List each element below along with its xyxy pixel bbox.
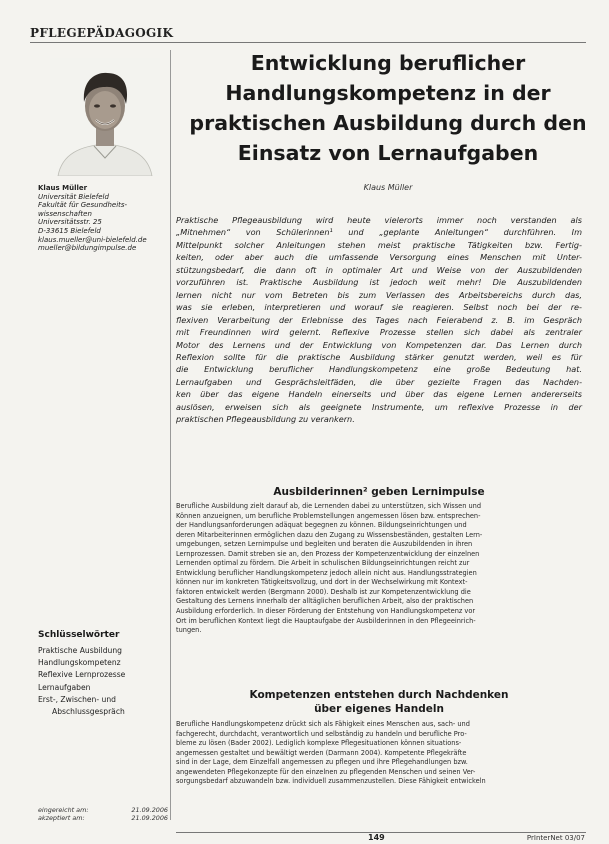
lead-line: was sie erleben, interpretieren und worauf sie reagieren. Selbst noch bei der re- bbox=[176, 302, 582, 313]
date-value: 21.09.2006 bbox=[131, 806, 168, 814]
affiliation-line: Fakultät für Gesundheits- bbox=[38, 201, 128, 210]
lead-line: keiten, oder aber auch die umfassende Versorgung eines Menschen mit Unter- bbox=[176, 252, 582, 263]
body-line: angemessen gestaltet und bewältigt werden (Darmann 2004). Kompetente Pflegekräfte bbox=[176, 748, 467, 757]
body-line: Entwicklung beruflicher Handlungskompetenz jedoch allein nicht aus. Handlungsstrategien bbox=[176, 568, 477, 577]
lead-line: mit Freundinnen wird gelernt. Reflexive Prozesse stellen sich dabei als zentraler bbox=[176, 327, 582, 338]
lead-line: „Mitnehmen“ von Schülerinnen¹ und „geplante Anleitungen“ durchführen. Im bbox=[176, 227, 582, 238]
section-heading bbox=[176, 688, 582, 716]
body-line: angewendeten Pflegekonzepte für den einzelnen zu pflegenden Menschen und seinen Ver- bbox=[176, 767, 476, 776]
body-line: Ausbildung erforderlich. In dieser Förderung der Entstehung von Handlungskompetenz vor bbox=[176, 607, 476, 616]
affiliation-line: Universitätsstr. 25 bbox=[38, 218, 102, 227]
sidebar-divider bbox=[170, 50, 171, 820]
keyword-item: Handlungskompetenz bbox=[38, 658, 121, 668]
author-affiliation bbox=[38, 184, 166, 253]
lead-line: lernen nicht nur vom Betreten bis zum Verlassen des Arbeitsbereichs durch das, bbox=[176, 289, 582, 300]
body-line: umgebungen, setzen Lernimpulse und begleiten und beraten die Auszubildenden in ihren bbox=[176, 540, 473, 549]
lead-line: flexiven Verarbeitung der Erlebnisse des Tages nach Feierabend z. B. im Gespräch bbox=[176, 314, 582, 325]
keyword-item: Praktische Ausbildung bbox=[38, 646, 123, 655]
section-header: PFLEGEPÄDAGOGIK bbox=[30, 26, 174, 40]
body-line: Berufliche Handlungskompetenz drückt sich als Fähigkeit eines Menschen aus, sach- und bbox=[176, 720, 470, 728]
author-byline: Klaus Müller bbox=[363, 183, 413, 192]
lead-line: die Entwicklung beruflicher Handlungskompetenz eine große Bedeutung hat. bbox=[176, 364, 582, 375]
header-rule bbox=[30, 42, 586, 43]
author-photo bbox=[50, 58, 160, 176]
keywords-title: Schlüsselwörter bbox=[38, 630, 120, 640]
body-line: Können anzueignen, um berufliche Problemstellungen angemessen lösen bzw. entsprechen- bbox=[176, 511, 481, 520]
article-title: Entwicklung beruflicher Handlungskompetenz in der praktischen Ausbildung durch den Einsatz von Lernaufgaben bbox=[189, 51, 587, 165]
affiliation-line: wissenschaften bbox=[38, 209, 92, 218]
section-heading-line: Kompetenzen entstehen durch Nachdenken bbox=[249, 689, 509, 701]
keywords-box bbox=[38, 630, 166, 718]
date-row bbox=[38, 806, 168, 814]
body-line: bleme zu lösen (Bader 2002). Lediglich komplexe Pflegesituationen können situations- bbox=[176, 739, 462, 748]
keyword-item: Lernaufgaben bbox=[38, 682, 91, 692]
lead-line: Motor des Lernens und der Entwicklung von Kompetenzen dar. Das Lernen durch bbox=[176, 339, 582, 350]
section-body bbox=[176, 720, 582, 787]
keyword-item: Erst-, Zwischen- und bbox=[38, 694, 116, 704]
body-line: faktoren entwickelt werden (Bergmann 2000). Deshalb ist zur Kompetenzentwicklung die bbox=[176, 587, 471, 596]
author-email: klaus.mueller@uni-bielefeld.de bbox=[38, 235, 147, 244]
body-line: deren Mitarbeiterinnen ermöglichen dazu den Zugang zu Wissensbeständen, gestalten Lern- bbox=[176, 530, 483, 539]
body-line: können nur im konkreten Tätigkeitsvollzug, und dort in der Wechselwirkung mit Kontext- bbox=[176, 578, 468, 587]
lead-line: Reflexion sollte für die praktische Ausbildung stärker genutzt werden, weil es für bbox=[176, 351, 582, 362]
lead-line: Praktische Pflegeausbildung wird heute vielerorts immer noch verstanden als bbox=[176, 215, 582, 225]
lead-line: Mittelpunkt solcher Anleitungen stehen meist praktische Tätigkeiten bzw. Fertig- bbox=[176, 239, 582, 250]
lead-line: auslösen, erweisen sich als geeignete Instrumente, um reflexive Prozesse in der bbox=[176, 401, 582, 412]
section-body bbox=[176, 502, 582, 636]
lead-line: stützungsbedarf, die dann oft in optimaler Art und Weise von der Auszubildenden bbox=[176, 264, 582, 275]
body-line: Ort im beruflichen Kontext liegt die Hauptaufgabe der Ausbilderinnen in den Pflegeeinrich- bbox=[176, 616, 476, 625]
lead-line: praktischen Pflegeausbildung zu verankern. bbox=[176, 414, 355, 425]
author-name: Klaus Müller bbox=[38, 184, 88, 192]
author-portrait-illustration bbox=[50, 58, 160, 176]
section-heading-line: über eigenes Handeln bbox=[314, 703, 444, 715]
body-line: Lernenden optimal zu fördern. Die Arbeit in schulischen Bildungseinrichtungen reicht zur bbox=[176, 559, 470, 568]
body-line: fachgerecht, durchdacht, verantwortlich und selbständig zu handeln und berufliche Pro- bbox=[176, 729, 467, 738]
affiliation-line: D-33615 Bielefeld bbox=[38, 226, 101, 235]
lead-line: ken über das eigene Handeln einerseits und über das eigene Lernen andererseits bbox=[176, 389, 582, 400]
date-label: eingereicht am: bbox=[38, 806, 89, 814]
body-line: Berufliche Ausbildung zielt darauf ab, die Lernenden dabei zu unterstützen, sich Wissen und bbox=[176, 502, 482, 510]
author-email: mueller@bildungimpulse.de bbox=[38, 244, 137, 253]
keyword-item: Reflexive Lernprozesse bbox=[38, 670, 126, 680]
body-line: sorgungsbedarf abzuwandeln bzw. individuell zusammenzustellen. Diese Fähigkeit entwickeln bbox=[176, 777, 486, 786]
page-number: 149 bbox=[368, 833, 385, 842]
submission-dates bbox=[38, 806, 168, 822]
body-line: tungen. bbox=[176, 626, 202, 635]
lead-line: vorzuführen ist. Praktische Ausbildung ist jedoch weit mehr! Die Auszubildenden bbox=[176, 277, 582, 288]
lead-paragraph bbox=[176, 214, 582, 426]
section-heading: Ausbilderinnen² geben Lernimpulse bbox=[273, 486, 485, 498]
affiliation-line: Universität Bielefeld bbox=[38, 192, 109, 201]
body-line: der Handlungsanforderungen adäquat begegnen zu können. Bildungseinrichtungen und bbox=[176, 521, 467, 530]
body-line: Gestaltung des Lernens innerhalb der alltäglichen beruflichen Arbeit, also der praktischen bbox=[176, 597, 474, 606]
lead-line: Lernaufgaben und Gesprächsleitfäden, die über gezielte Fragen das Nachden- bbox=[176, 376, 582, 387]
date-row bbox=[38, 814, 168, 822]
journal-issue: PrInterNet 03/07 bbox=[526, 834, 585, 842]
body-line: Lernprozessen. Damit streben sie an, den Prozess der Kompetenzentwicklung der einzelnen bbox=[176, 549, 480, 558]
date-label: akzeptiert am: bbox=[38, 814, 85, 822]
date-value: 21.09.2006 bbox=[131, 814, 168, 822]
keyword-item: Abschlussgespräch bbox=[52, 707, 125, 717]
body-line: sind in der Lage, dem Einzelfall angemessen zu pflegen und ihre Pflegehandlungen bzw. bbox=[176, 758, 468, 767]
